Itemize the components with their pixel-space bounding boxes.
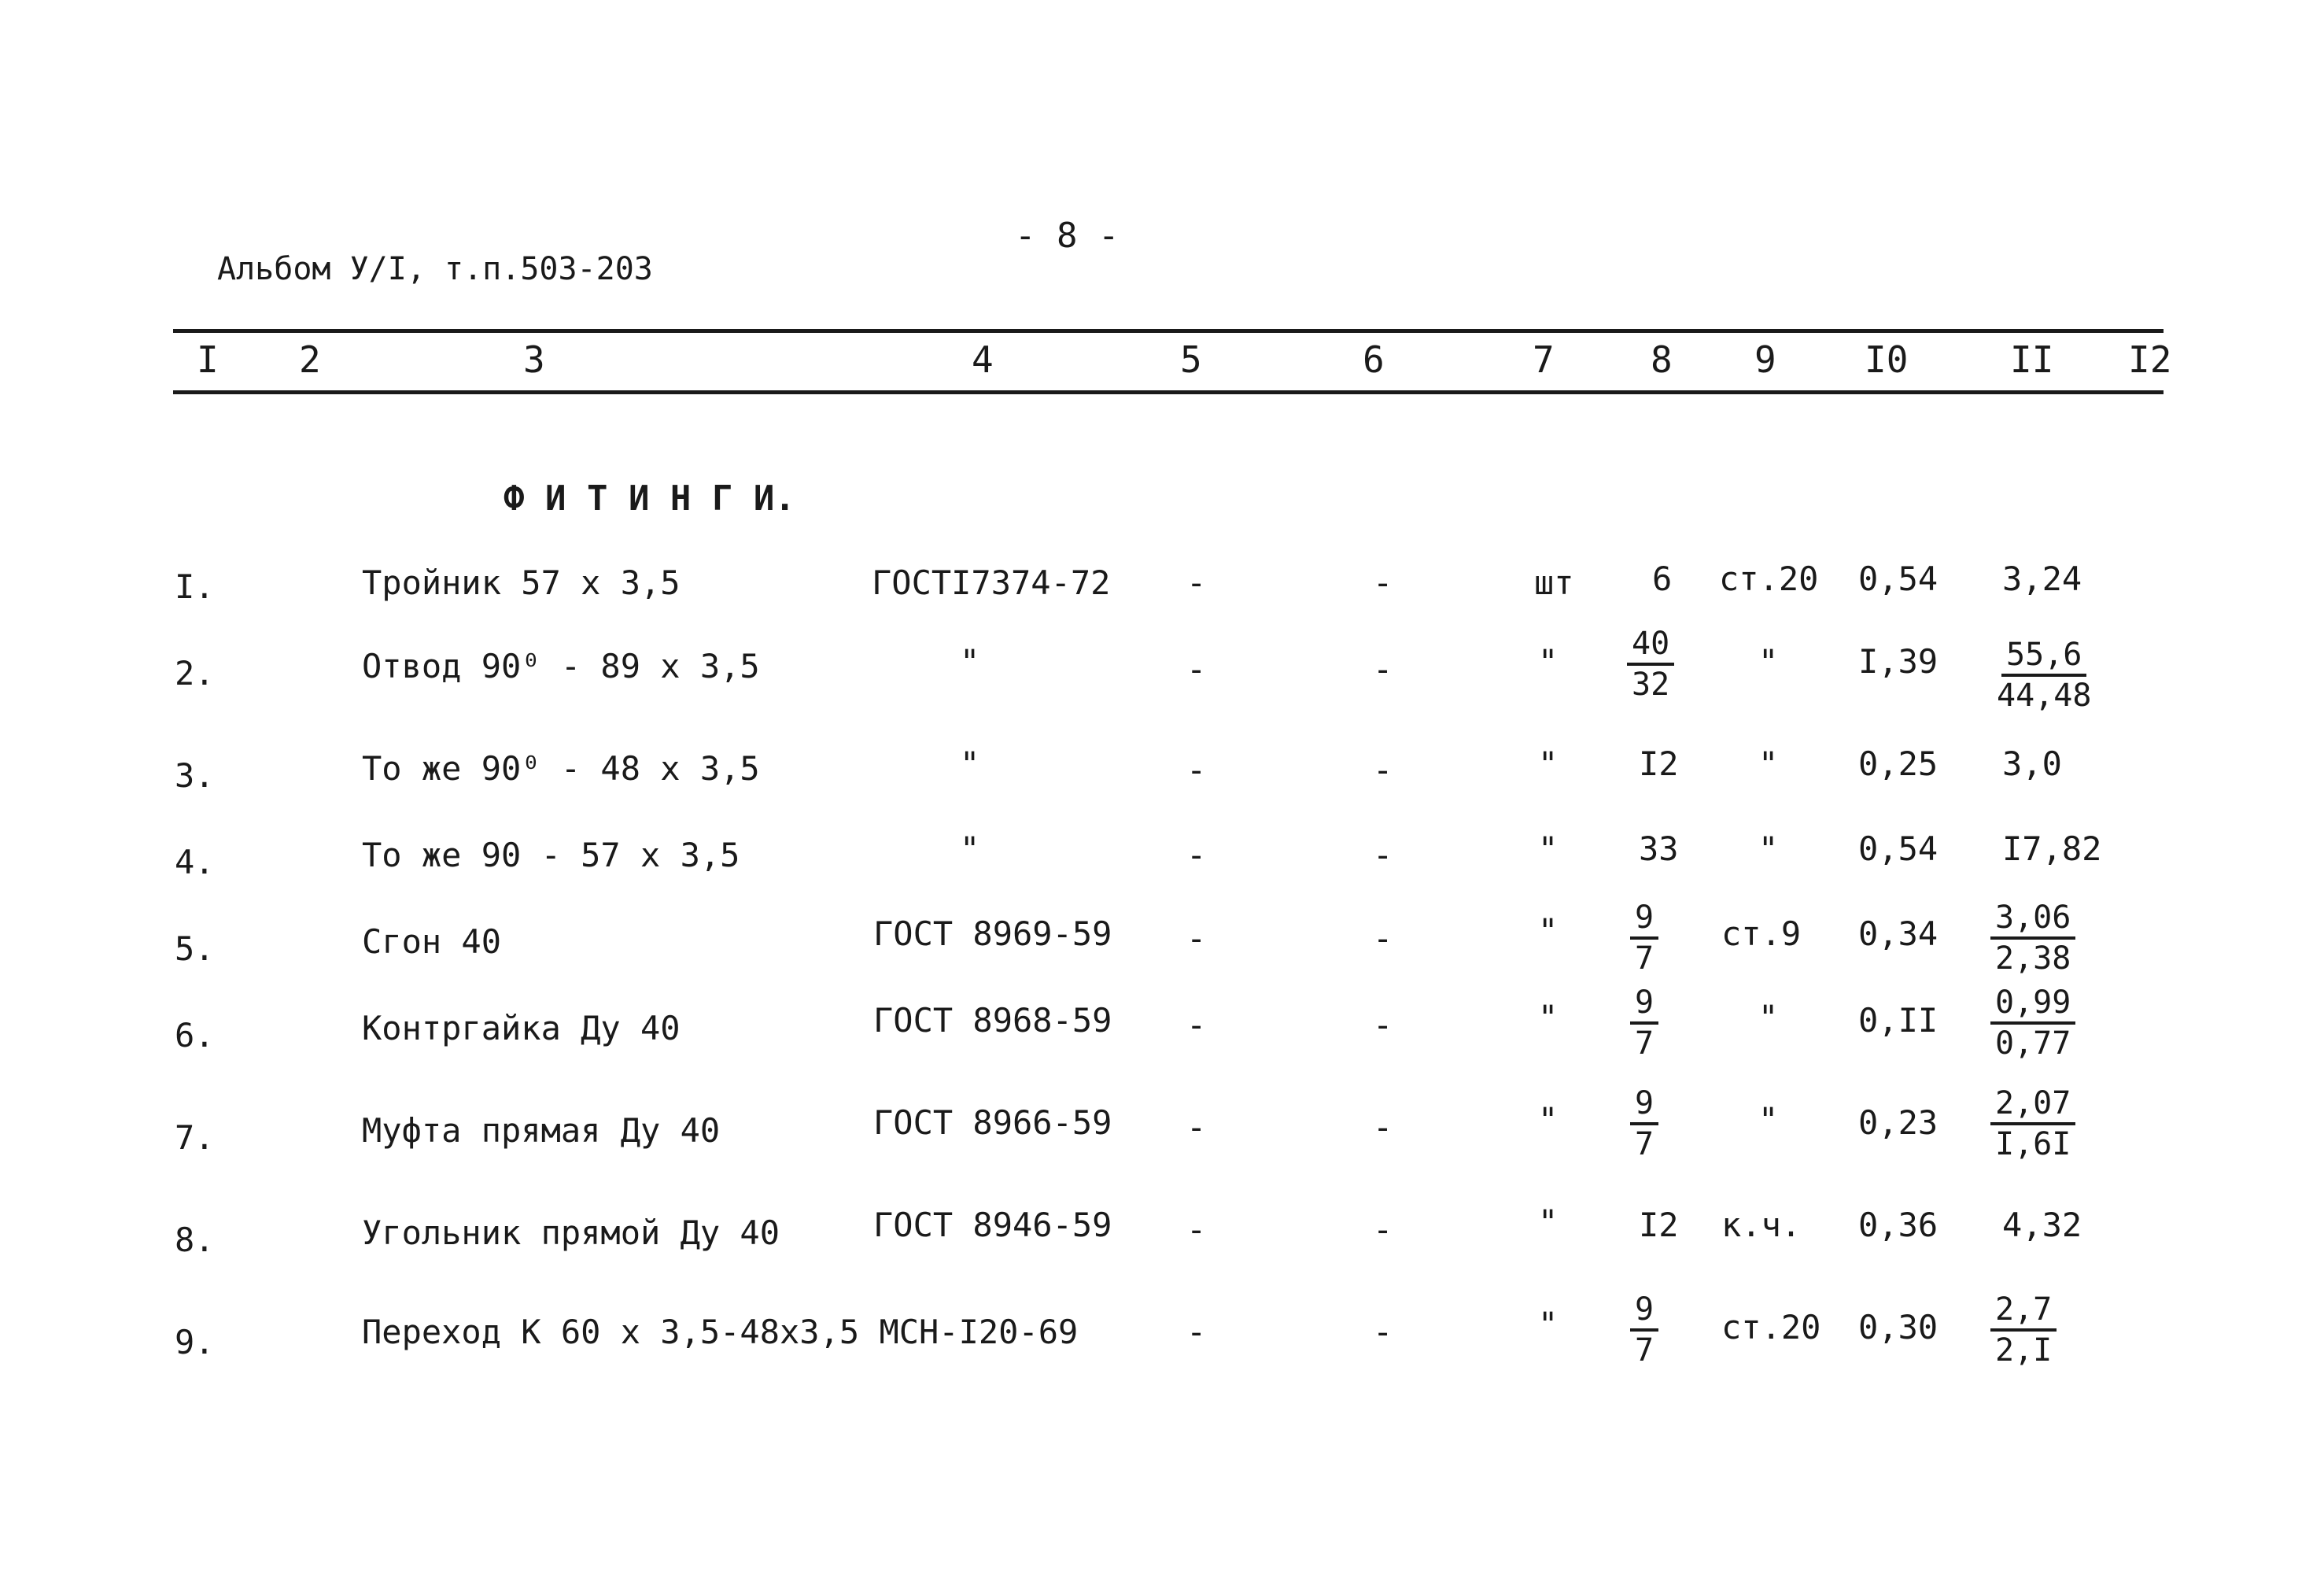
quantity-numerator: 9 [1630,987,1658,1025]
row-number: 3. [175,756,215,795]
total-denominator: 2,38 [1995,940,2071,977]
total-weight-fraction [1997,637,2092,714]
total-weight: 4,32 [2002,1206,2082,1244]
quantity-numerator: 9 [1630,902,1658,940]
col5-dash: - [1186,1210,1207,1249]
col6-dash: - [1373,1108,1393,1147]
unit-weight: 0,23 [1858,1103,1939,1142]
section-title: Ф И Т И Н Г И. [504,478,795,519]
unit: " [1538,744,1559,783]
quantity-fraction [1630,984,1658,1062]
col6-dash: - [1373,563,1393,602]
unit-weight: 0,25 [1858,744,1939,783]
unit-weight: 0,54 [1858,829,1939,868]
col6-dash: - [1373,650,1393,689]
col5-dash: - [1186,1006,1207,1044]
quantity-fraction [1630,1291,1658,1369]
quantity-fraction [1630,1085,1658,1162]
standard: " [960,642,980,681]
item-name: То же 90⁰ - 48 х 3,5 [362,749,760,788]
total-numerator: 2,07 [1990,1088,2075,1125]
item-name: Контргайка Ду 40 [362,1009,681,1047]
col6-dash: - [1373,919,1393,958]
material: " [1758,1100,1779,1139]
col5-dash: - [1186,1313,1207,1351]
quantity-fraction [1627,626,1674,703]
material: " [1758,998,1779,1036]
standard: " [960,829,980,868]
unit: шт [1534,563,1574,602]
item-name: Переход К 60 х 3,5-48х3,5 МСН-I20-69 [362,1313,1079,1351]
col-header-8: 8 [1651,338,1673,381]
total-denominator: I,6I [1995,1126,2071,1162]
unit-weight: 0,36 [1858,1206,1939,1244]
quantity-numerator: 9 [1630,1294,1658,1332]
row-number: 2. [175,654,215,693]
unit: " [1538,998,1559,1036]
quantity-denominator: 7 [1635,1025,1654,1062]
col5-dash: - [1186,919,1207,958]
item-name: Угольник прямой Ду 40 [362,1213,780,1252]
quantity-numerator: 9 [1630,1088,1658,1125]
quantity: 6 [1652,560,1673,598]
quantity-numerator: 40 [1627,628,1674,666]
col6-dash: - [1373,751,1393,789]
item-name: Тройник 57 х 3,5 [362,563,681,602]
unit: " [1538,642,1559,681]
total-numerator: 55,6 [2001,639,2086,677]
material: к.ч. [1721,1206,1802,1244]
col6-dash: - [1373,836,1393,874]
total-weight-fraction [1990,899,2075,977]
col5-dash: - [1186,836,1207,874]
material: ст.20 [1719,560,1819,598]
standard: ГОСТ 8968-59 [873,1001,1112,1040]
quantity-denominator: 7 [1635,1332,1654,1369]
col-header-10: I0 [1865,338,1909,381]
quantity-fraction [1630,899,1658,977]
row-number: 7. [175,1118,215,1157]
unit-weight: 0,54 [1858,560,1939,598]
item-name: То же 90 - 57 х 3,5 [362,836,740,874]
col-header-1: I [197,338,219,381]
item-name: Сгон 40 [362,922,502,961]
standard: " [960,744,980,783]
row-number: I. [175,567,215,606]
total-denominator: 2,I [1995,1332,2053,1369]
row-number: 4. [175,843,215,881]
total-numerator: 3,06 [1990,902,2075,940]
col5-dash: - [1186,650,1207,689]
unit-weight: I,39 [1858,642,1939,681]
row-number: 9. [175,1323,215,1361]
material: " [1758,829,1779,868]
material: ст.9 [1721,914,1802,953]
col-header-9: 9 [1754,338,1776,381]
header-bottom-rule [173,390,2164,394]
col6-dash: - [1373,1006,1393,1044]
unit-weight: 0,34 [1858,914,1939,953]
col-header-4: 4 [972,338,994,381]
col5-dash: - [1186,751,1207,789]
col5-dash: - [1186,1108,1207,1147]
unit: " [1538,829,1559,868]
col5-dash: - [1186,563,1207,602]
quantity: I2 [1639,744,1679,783]
quantity-denominator: 7 [1635,940,1654,977]
col6-dash: - [1373,1313,1393,1351]
row-number: 6. [175,1016,215,1055]
quantity: 33 [1639,829,1679,868]
total-weight-fraction [1990,984,2075,1062]
album-reference: Альбом У/I, т.п.503-203 [217,251,653,287]
header-top-rule [173,329,2164,333]
col6-dash: - [1373,1210,1393,1249]
total-weight: 3,24 [2002,560,2082,598]
material: " [1758,642,1779,681]
unit: " [1538,1305,1559,1343]
standard: ГОСТI7374-72 [872,563,1111,602]
quantity: I2 [1639,1206,1679,1244]
total-denominator: 0,77 [1995,1025,2071,1062]
page-number: - 8 - [1015,216,1120,256]
col-header-6: 6 [1363,338,1385,381]
item-name: Муфта прямая Ду 40 [362,1111,721,1150]
unit: " [1538,1100,1559,1139]
standard: ГОСТ 8966-59 [873,1103,1112,1142]
row-number: 8. [175,1221,215,1259]
total-weight-fraction [1990,1085,2075,1162]
col-header-2: 2 [299,338,321,381]
col-header-7: 7 [1533,338,1555,381]
unit: " [1538,1202,1559,1241]
total-denominator: 44,48 [1997,678,2092,714]
standard: ГОСТ 8969-59 [873,914,1112,953]
total-weight-fraction [1990,1291,2057,1369]
item-name: Отвод 90⁰ - 89 х 3,5 [362,647,760,685]
total-numerator: 0,99 [1990,987,2075,1025]
total-weight: I7,82 [2002,829,2102,868]
total-numerator: 2,7 [1990,1294,2057,1332]
total-weight: 3,0 [2002,744,2062,783]
standard: ГОСТ 8946-59 [873,1206,1112,1244]
col-header-5: 5 [1180,338,1202,381]
unit: " [1538,911,1559,950]
col-header-12: I2 [2128,338,2172,381]
quantity-denominator: 32 [1632,667,1670,703]
unit-weight: 0,30 [1858,1308,1939,1346]
col-header-11: II [2010,338,2054,381]
row-number: 5. [175,929,215,968]
unit-weight: 0,II [1858,1001,1939,1040]
material: " [1758,744,1779,783]
material: ст.20 [1721,1308,1821,1346]
quantity-denominator: 7 [1635,1126,1654,1162]
col-header-3: 3 [523,338,545,381]
